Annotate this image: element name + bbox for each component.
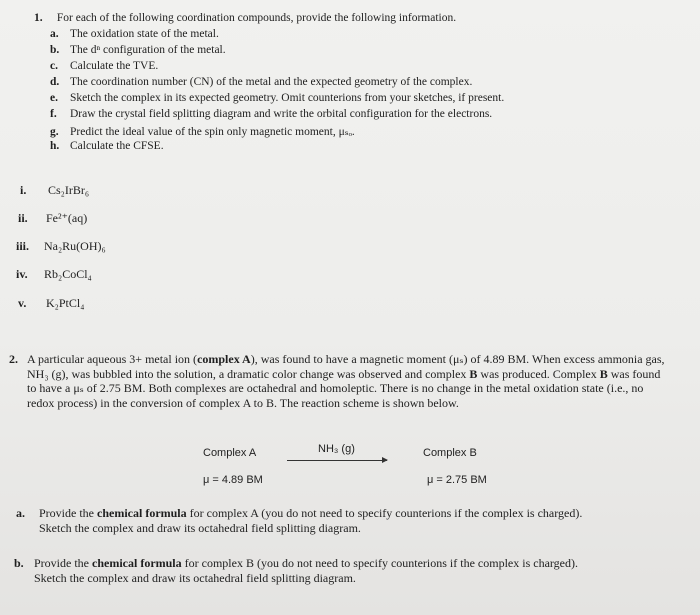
- q1-item-text: Predict the ideal value of the spin only magnetic moment, μₛₒ.: [70, 126, 355, 138]
- q2-part-a-line1: [39, 506, 582, 521]
- q2-stem-text: was found to have a μₛ of 2.75 BM. Both complexes are octahedral and homoleptic. There is no change in the metal oxidation state (i.e., no redox process) in the conversion of complex A to B. The reaction scheme is shown below.: [27, 366, 661, 410]
- q2-part-b-line1: [34, 556, 578, 571]
- compound-numeral: v.: [18, 296, 27, 310]
- q1-item-text: Draw the crystal field splitting diagram and write the orbital configuration for the electrons.: [70, 108, 493, 120]
- question-2-number: 2.: [9, 352, 18, 366]
- q2-part-a-line2: Sketch the complex and draw its octahedral field splitting diagram.: [39, 521, 361, 535]
- compound-numeral: ii.: [18, 211, 28, 225]
- q2-part-b-text: for complex B (you do not need to specify counterions if the complex is charged).: [181, 556, 578, 570]
- question-1-stem: [34, 12, 456, 24]
- question-1-text: For each of the following coordination compounds, provide the following information.: [56, 12, 457, 24]
- scheme-reagent: NH₃ (g): [318, 443, 355, 455]
- compound-ii: [18, 211, 87, 226]
- compound-iii: [16, 239, 106, 254]
- scheme-complex-b-label: Complex B: [423, 447, 477, 459]
- q1-item-g: [50, 124, 355, 138]
- q1-item-a: [50, 28, 219, 40]
- compound-numeral: i.: [20, 183, 27, 197]
- q1-item-label: f.: [50, 108, 57, 120]
- q1-item-label: c.: [50, 60, 58, 72]
- scheme-complex-a-label: Complex A: [203, 447, 257, 459]
- q1-item-label: b.: [50, 44, 60, 56]
- q2-stem-text: was produced. Complex: [477, 366, 600, 381]
- q1-item-b: [50, 44, 226, 56]
- q1-item-label: a.: [50, 28, 59, 40]
- compound-formula: Cs₂IrBr₆: [48, 183, 90, 197]
- question-1-number: 1.: [34, 12, 43, 24]
- q2-stem-text: ), was found to have a magnetic moment (μₛ) of 4.89 BM. When excess ammonia gas, NH₃ (g), was bubbled into the solution, a dramatic color change was observed and complex: [27, 352, 665, 381]
- compound-v: [18, 296, 84, 311]
- q1-item-label: h.: [50, 140, 60, 152]
- q2-part-a-text: Provide the: [39, 506, 97, 520]
- reaction-arrow-icon: [287, 460, 387, 461]
- scheme-complex-b-moment: μ = 2.75 BM: [427, 474, 487, 486]
- q2-part-b-line2: Sketch the complex and draw its octahedral field splitting diagram.: [34, 571, 356, 585]
- compound-iv: [16, 267, 92, 282]
- compound-formula: Na₂Ru(OH)₆: [44, 239, 106, 253]
- q1-item-e: [50, 92, 504, 104]
- q2-part-a-label: a.: [16, 506, 25, 520]
- q2-part-a-text: for complex A (you do not need to specify counterions if the complex is charged).: [186, 506, 583, 520]
- question-2-stem: [27, 352, 667, 410]
- compound-numeral: iv.: [16, 267, 28, 281]
- q1-item-d: [50, 76, 472, 88]
- q1-item-label: e.: [50, 92, 58, 104]
- q2-complex-b-label: B: [599, 366, 608, 381]
- q1-item-h: [50, 140, 164, 152]
- q2-part-b-bold: chemical formula: [92, 556, 182, 570]
- q1-item-text: The coordination number (CN) of the metal and the expected geometry of the complex.: [70, 76, 473, 88]
- compound-formula: Fe²⁺(aq): [46, 211, 88, 225]
- q1-item-text: The dⁿ configuration of the metal.: [70, 44, 226, 56]
- q2-complex-b-label: B: [469, 366, 478, 381]
- q2-complex-a-label: complex A: [197, 352, 251, 366]
- q2-part-b-text: Provide the: [34, 556, 92, 570]
- q1-item-text: Sketch the complex in its expected geometry. Omit counterions from your sketches, if present.: [70, 92, 505, 104]
- q2-stem-text: A particular aqueous 3+ metal ion (: [27, 352, 198, 366]
- compound-numeral: iii.: [16, 239, 30, 253]
- q1-item-label: g.: [50, 126, 59, 138]
- q2-part-b-label: b.: [14, 556, 24, 570]
- compound-formula: Rb₂CoCl₄: [44, 267, 92, 281]
- scheme-complex-a-moment: μ = 4.89 BM: [203, 474, 263, 486]
- compound-formula: K₂PtCl₄: [46, 296, 85, 310]
- q1-item-c: [50, 60, 158, 72]
- compound-i: [20, 183, 89, 198]
- q1-item-text: Calculate the CFSE.: [70, 140, 164, 152]
- q1-item-label: d.: [50, 76, 60, 88]
- q2-part-a-bold: chemical formula: [97, 506, 187, 520]
- q1-item-text: Calculate the TVE.: [70, 60, 159, 72]
- q1-item-f: [50, 108, 492, 120]
- q1-item-text: The oxidation state of the metal.: [70, 28, 219, 40]
